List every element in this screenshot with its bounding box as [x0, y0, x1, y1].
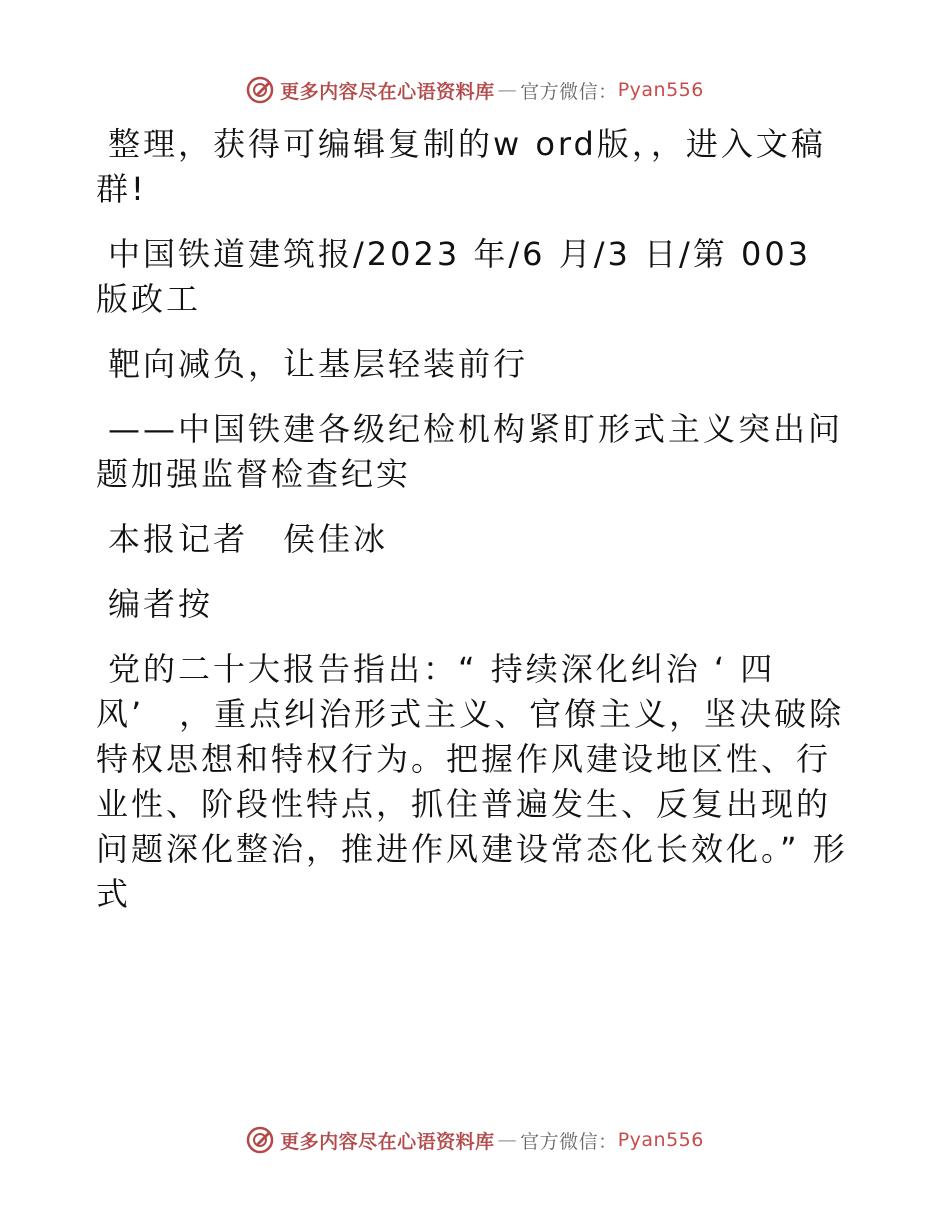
watermark-title: 更多内容尽在心语资料库: [280, 1130, 495, 1153]
article-subtitle: ——中国铁建各级纪检机构紧盯形式主义突出问题加强监督检查纪实: [96, 410, 844, 493]
pen-logo-icon: [246, 1126, 274, 1154]
watermark-official-label: 官方微信：: [520, 80, 618, 103]
document-body: [96, 122, 856, 917]
header-watermark: [0, 70, 950, 110]
watermark-title: 更多内容尽在心语资料库: [280, 80, 495, 103]
watermark-dash: —: [497, 1129, 518, 1151]
source-line: 中国铁道建筑报/2023 年/6 月/3 日/第 003 版政工: [96, 235, 812, 318]
footer-watermark: [0, 1120, 950, 1160]
byline: 本报记者 侯佳冰: [108, 520, 389, 558]
editor-note-heading: 编者按: [108, 585, 214, 623]
pen-logo-icon: [246, 76, 274, 104]
watermark-official-label: 官方微信：: [520, 1130, 618, 1153]
article-title: 靶向减负，让基层轻装前行: [108, 345, 529, 383]
intro-paragraph: 整理，获得可编辑复制的w ord版，，进入文稿群!: [96, 125, 826, 208]
watermark-wechat-id: Pyan556: [617, 1129, 704, 1151]
watermark-dash: —: [497, 79, 518, 101]
body-paragraph: 党的二十大报告指出：“ 持续深化纠治 ‘ 四风’ ，重点纠治形式主义、官僚主义，坚决破除特权思想和特权行为。把握作风建设地区性、行业性、阶段性特点，抓住普遍发生、反复出现的问题深化整治，推进作风建设常态化长效化。” 形式: [96, 650, 848, 913]
watermark-wechat-id: Pyan556: [617, 79, 704, 101]
